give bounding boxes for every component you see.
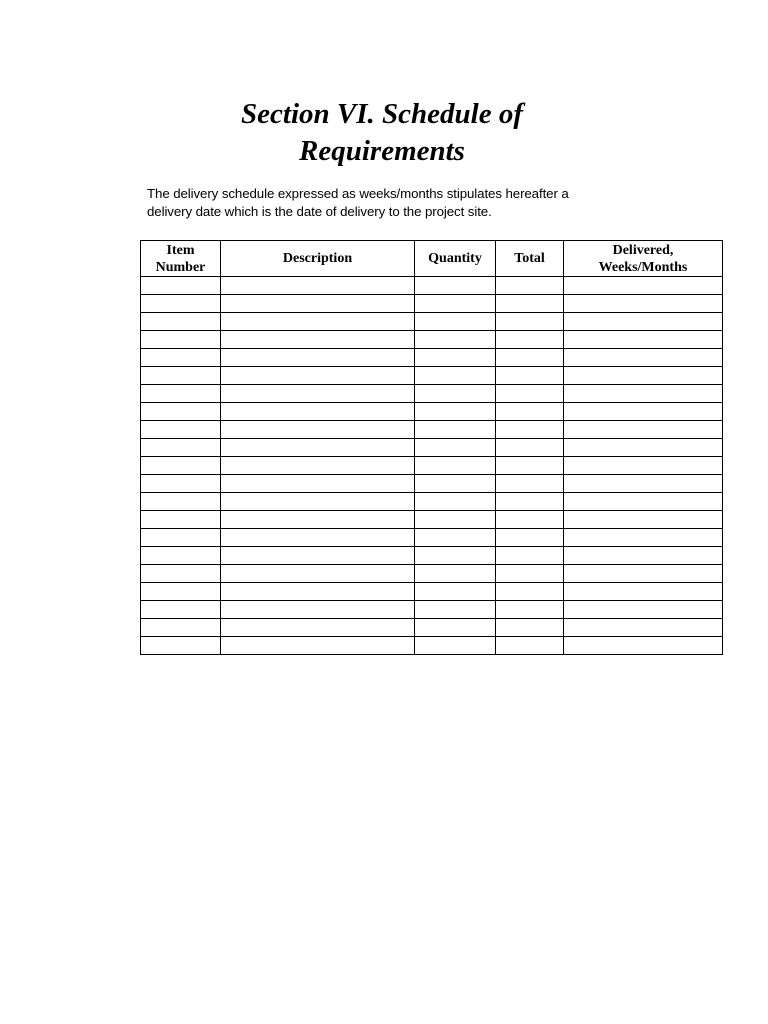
total-cell xyxy=(496,457,564,475)
total-cell xyxy=(496,367,564,385)
description-cell xyxy=(221,493,415,511)
description-cell xyxy=(221,583,415,601)
header-item-number-line-1: Item xyxy=(166,242,195,258)
delivered-cell xyxy=(564,313,723,331)
schedule-body xyxy=(141,277,723,655)
table-row xyxy=(141,637,723,655)
intro-paragraph xyxy=(147,185,617,221)
total-cell xyxy=(496,565,564,583)
title-line-2: Requirements xyxy=(299,135,465,167)
total-cell xyxy=(496,277,564,295)
description-cell xyxy=(221,511,415,529)
item-number-cell xyxy=(141,529,221,547)
item-number-cell xyxy=(141,475,221,493)
quantity-cell xyxy=(415,331,496,349)
delivered-cell xyxy=(564,457,723,475)
quantity-cell xyxy=(415,385,496,403)
delivered-cell xyxy=(564,295,723,313)
header-quantity xyxy=(415,241,496,277)
item-number-cell xyxy=(141,547,221,565)
header-row xyxy=(141,241,723,277)
item-number-cell xyxy=(141,403,221,421)
delivered-cell xyxy=(564,529,723,547)
header-quantity-label: Quantity xyxy=(428,251,482,266)
table-row xyxy=(141,565,723,583)
table-row xyxy=(141,457,723,475)
quantity-cell xyxy=(415,547,496,565)
delivered-cell xyxy=(564,547,723,565)
total-cell xyxy=(496,403,564,421)
description-cell xyxy=(221,331,415,349)
header-description xyxy=(221,241,415,277)
description-cell xyxy=(221,439,415,457)
quantity-cell xyxy=(415,349,496,367)
quantity-cell xyxy=(415,529,496,547)
delivered-cell xyxy=(564,349,723,367)
total-cell xyxy=(496,349,564,367)
item-number-cell xyxy=(141,457,221,475)
header-item-number-line-2: Number xyxy=(155,259,206,275)
title-line-1: Section VI. Schedule of xyxy=(241,98,523,130)
description-cell xyxy=(221,403,415,421)
quantity-cell xyxy=(415,619,496,637)
item-number-cell xyxy=(141,601,221,619)
description-cell xyxy=(221,313,415,331)
quantity-cell xyxy=(415,403,496,421)
total-cell xyxy=(496,529,564,547)
description-cell xyxy=(221,349,415,367)
total-cell xyxy=(496,331,564,349)
table-row xyxy=(141,277,723,295)
quantity-cell xyxy=(415,511,496,529)
quantity-cell xyxy=(415,565,496,583)
delivered-cell xyxy=(564,619,723,637)
total-cell xyxy=(496,583,564,601)
description-cell xyxy=(221,619,415,637)
quantity-cell xyxy=(415,439,496,457)
table-row xyxy=(141,403,723,421)
table-row xyxy=(141,385,723,403)
delivered-cell xyxy=(564,331,723,349)
description-cell xyxy=(221,601,415,619)
delivered-cell xyxy=(564,385,723,403)
item-number-cell xyxy=(141,493,221,511)
table-row xyxy=(141,313,723,331)
delivered-cell xyxy=(564,403,723,421)
table-row xyxy=(141,547,723,565)
item-number-cell xyxy=(141,583,221,601)
header-total-label: Total xyxy=(514,251,545,266)
quantity-cell xyxy=(415,313,496,331)
total-cell xyxy=(496,421,564,439)
total-cell xyxy=(496,547,564,565)
item-number-cell xyxy=(141,295,221,313)
total-cell xyxy=(496,439,564,457)
total-cell xyxy=(496,511,564,529)
item-number-cell xyxy=(141,637,221,655)
description-cell xyxy=(221,529,415,547)
header-delivered-line-1: Delivered, xyxy=(612,242,674,258)
total-cell xyxy=(496,493,564,511)
item-number-cell xyxy=(141,565,221,583)
quantity-cell xyxy=(415,475,496,493)
total-cell xyxy=(496,385,564,403)
intro-line-2: delivery date which is the date of delivery to the project site. xyxy=(147,204,492,219)
table-row xyxy=(141,331,723,349)
item-number-cell xyxy=(141,439,221,457)
item-number-cell xyxy=(141,511,221,529)
quantity-cell xyxy=(415,367,496,385)
table-row xyxy=(141,601,723,619)
delivered-cell xyxy=(564,475,723,493)
table-row xyxy=(141,529,723,547)
header-total xyxy=(496,241,564,277)
header-description-label: Description xyxy=(282,251,353,266)
delivered-cell xyxy=(564,493,723,511)
schedule-table xyxy=(140,240,723,655)
quantity-cell xyxy=(415,457,496,475)
quantity-cell xyxy=(415,421,496,439)
header-delivered-line-2: Weeks/Months xyxy=(598,259,688,275)
total-cell xyxy=(496,637,564,655)
quantity-cell xyxy=(415,295,496,313)
item-number-cell xyxy=(141,277,221,295)
description-cell xyxy=(221,475,415,493)
table-row xyxy=(141,493,723,511)
total-cell xyxy=(496,313,564,331)
total-cell xyxy=(496,619,564,637)
description-cell xyxy=(221,277,415,295)
item-number-cell xyxy=(141,349,221,367)
table-row xyxy=(141,421,723,439)
description-cell xyxy=(221,565,415,583)
delivered-cell xyxy=(564,277,723,295)
delivered-cell xyxy=(564,439,723,457)
description-cell xyxy=(221,421,415,439)
item-number-cell xyxy=(141,619,221,637)
quantity-cell xyxy=(415,277,496,295)
table-row xyxy=(141,349,723,367)
description-cell xyxy=(221,385,415,403)
delivered-cell xyxy=(564,601,723,619)
table-row xyxy=(141,295,723,313)
delivered-cell xyxy=(564,367,723,385)
description-cell xyxy=(221,295,415,313)
total-cell xyxy=(496,601,564,619)
header-delivered xyxy=(564,241,723,277)
table-row xyxy=(141,619,723,637)
description-cell xyxy=(221,547,415,565)
quantity-cell xyxy=(415,583,496,601)
table-row xyxy=(141,367,723,385)
delivered-cell xyxy=(564,421,723,439)
intro-line-1: The delivery schedule expressed as weeks/months stipulates hereafter a xyxy=(147,186,569,201)
total-cell xyxy=(496,475,564,493)
quantity-cell xyxy=(415,601,496,619)
item-number-cell xyxy=(141,331,221,349)
delivered-cell xyxy=(564,583,723,601)
table-row xyxy=(141,511,723,529)
quantity-cell xyxy=(415,493,496,511)
item-number-cell xyxy=(141,313,221,331)
description-cell xyxy=(221,637,415,655)
table-row xyxy=(141,583,723,601)
item-number-cell xyxy=(141,385,221,403)
quantity-cell xyxy=(415,637,496,655)
page-title xyxy=(180,96,584,170)
description-cell xyxy=(221,367,415,385)
item-number-cell xyxy=(141,367,221,385)
table-row xyxy=(141,439,723,457)
table-row xyxy=(141,475,723,493)
item-number-cell xyxy=(141,421,221,439)
delivered-cell xyxy=(564,637,723,655)
description-cell xyxy=(221,457,415,475)
total-cell xyxy=(496,295,564,313)
header-item-number xyxy=(141,241,221,277)
delivered-cell xyxy=(564,565,723,583)
delivered-cell xyxy=(564,511,723,529)
